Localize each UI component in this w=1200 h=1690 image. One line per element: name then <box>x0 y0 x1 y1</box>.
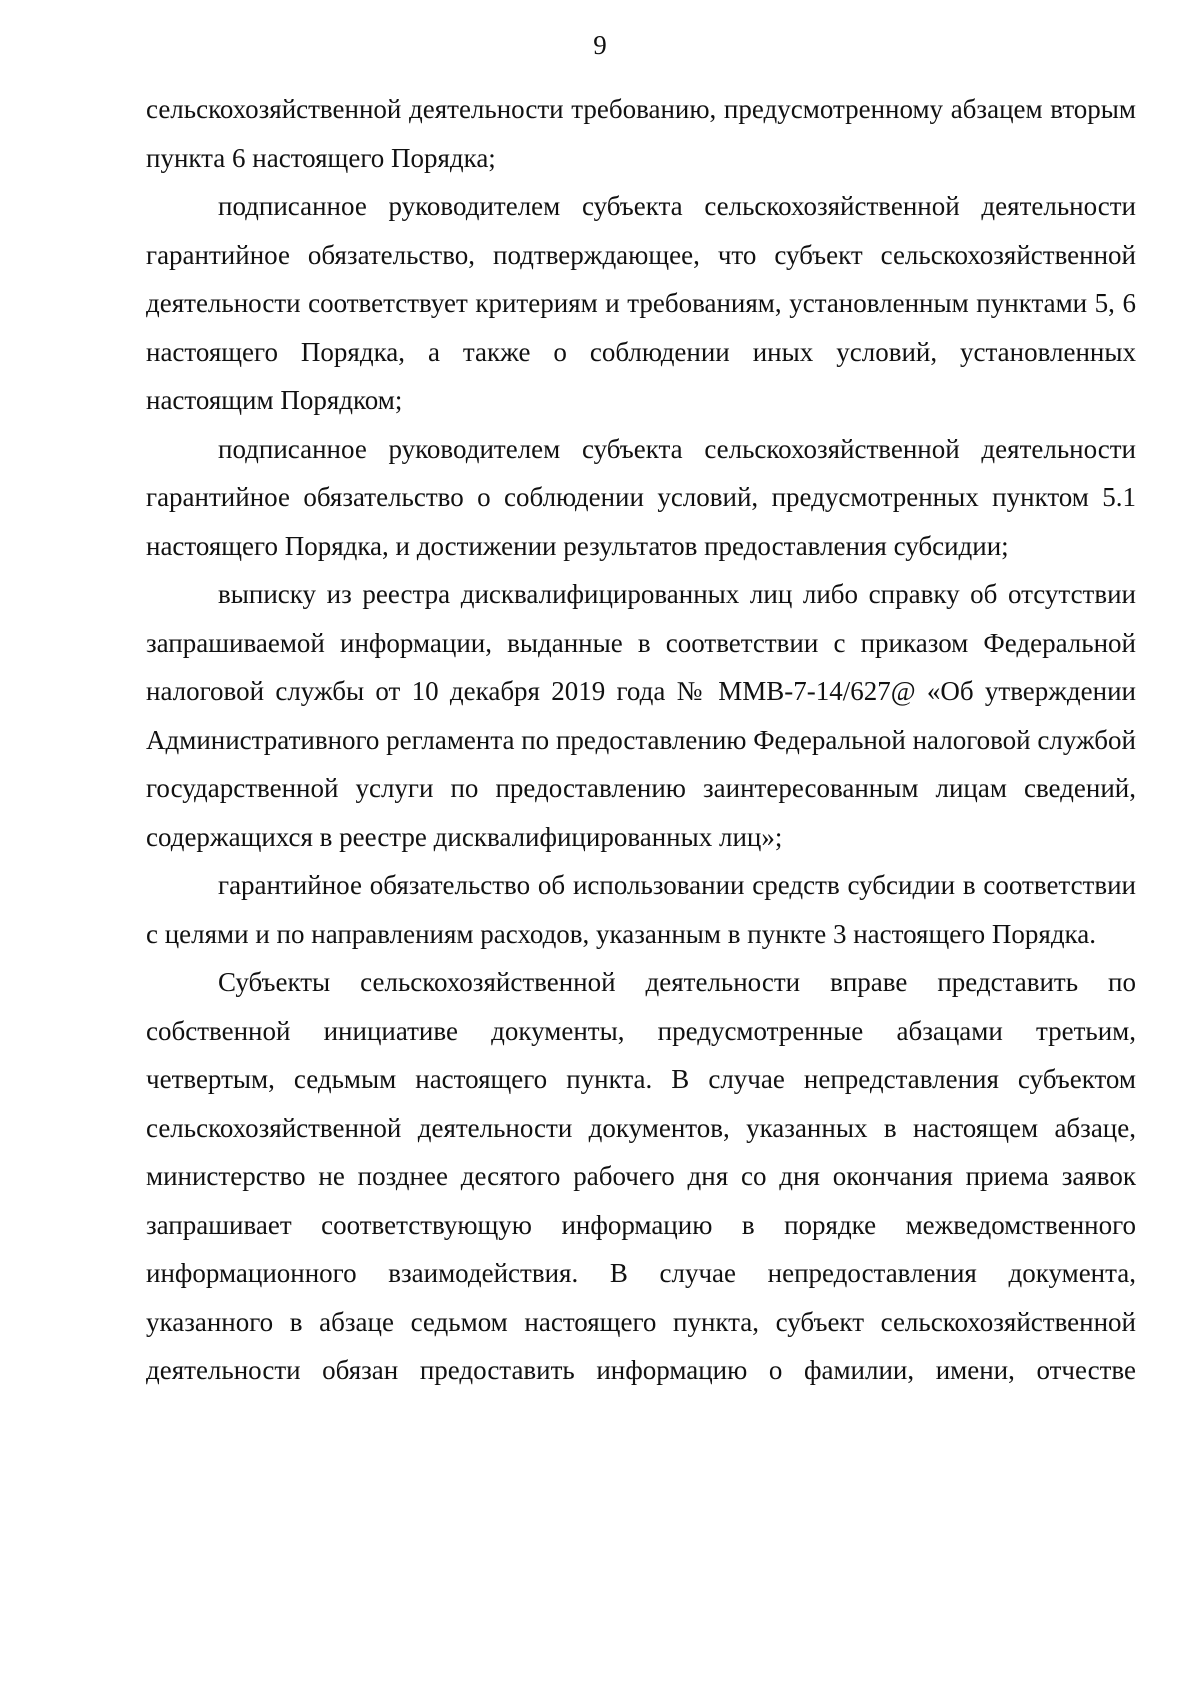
paragraph-own-initiative: Субъекты сельскохозяйственной деятельности вправе представить по собственной инициативе документы, предусмотренные абзацами третьим, четвертым, седьмым настоящего пункта. В случае непредставления субъектом сельскохозяйственной деятельности документов, указанных в настоящем абзаце, министерство не позднее десятого рабочего дня со дня окончания приема заявок запрашивает соответствующую информацию в порядке межведомственного информационного взаимодействия. В случае непредоставления документа, указанного в абзаце седьмом настоящего пункта, субъект сельскохозяйственной деятельности обязан предоставить информацию о фамилии, имени, отчестве <box>146 967 1136 1385</box>
paragraph-guarantee-conditions: подписанное руководителем субъекта сельскохозяйственной деятельности гарантийное обязательство о соблюдении условий, предусмотренных пунктом 5.1 настоящего Порядка, и достижении результатов предоставления субсидии; <box>146 433 1136 561</box>
paragraph-disqualified-registry: выписку из реестра дисквалифицированных лиц либо справку об отсутствии запрашиваемой информации, выданные в соответствии с приказом Федеральной налоговой службы от 10 декабря 2019 года № ММВ-7-14/627@ «Об утверждении Административного регламента по предоставлению Федеральной налоговой службой государственной услуги по предоставлению заинтересованным лицам сведений, содержащихся в реестре дисквалифицированных лиц»; <box>146 579 1136 852</box>
paragraph-guarantee-criteria: подписанное руководителем субъекта сельскохозяйственной деятельности гарантийное обязательство, подтверждающее, что субъект сельскохозяйственной деятельности соответствует критериям и требованиям, установленным пунктами 5, 6 настоящего Порядка, а также о соблюдении иных условий, установленных настоящим Порядком; <box>146 191 1136 415</box>
document-body <box>146 85 1136 1395</box>
paragraph-guarantee-subsidy-use: гарантийное обязательство об использовании средств субсидии в соответствии с целями и по направлениям расходов, указанным в пункте 3 настоящего Порядка. <box>146 870 1136 949</box>
page-number: 9 <box>593 30 607 60</box>
paragraph-continuation: сельскохозяйственной деятельности требованию, предусмотренному абзацем вторым пункта 6 настоящего Порядка; <box>146 94 1136 173</box>
